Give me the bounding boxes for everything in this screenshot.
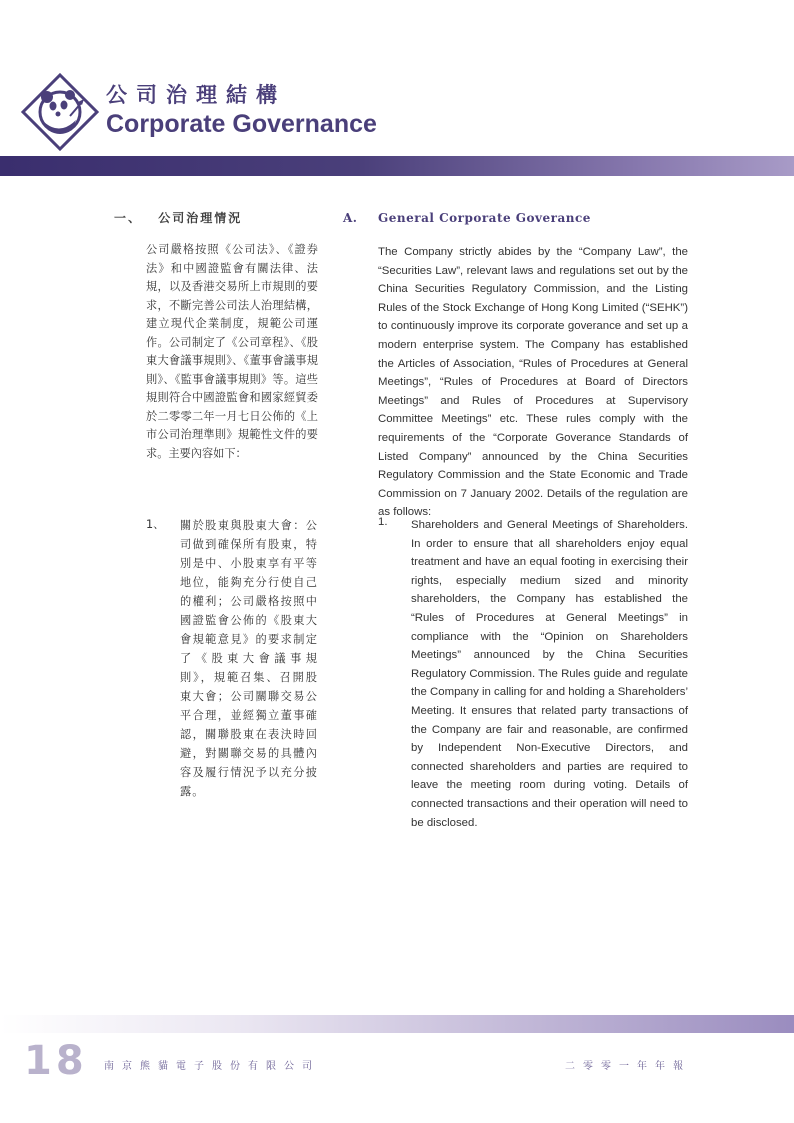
section-heading-chinese [114, 209, 242, 226]
footer-band [0, 1015, 794, 1033]
section-heading-english [343, 211, 591, 225]
section-number-chinese: 一、 [114, 211, 143, 225]
page-title-chinese: 公司治理結構 [106, 83, 286, 107]
footer-report-title: 二零零一年年報 [565, 1061, 691, 1072]
section-title-chinese: 公司治理情況 [158, 211, 243, 225]
section-title-english: General Corporate Goverance [378, 211, 591, 225]
intro-paragraph-english: The Company strictly abides by the “Company Law”, the “Securities Law”, relevant laws and regulations set out by the China Securities Regulatory Commission, and the Listing Rules of the Stock Exchange of Hong Kong Limited (“SEHK”) to continuously improve its corporate goverance and set up a modern enterprise system. The Company has established the Articles of Association, “Rules of Procedures at General Meetings”, “Rules of Procedures at Board of Directors Meetings” and Rules of Procedures at Supervisory Committee Meetings” etc. These rules comply with the requirements of the “Corporate Goverance Standards of Listed Company” announced by the China Securities Regulatory Commission and the State Economic and Trade Commission on 7 January 2002. Details of the regulation are as follows: [378, 246, 688, 519]
footer-company-name: 南京熊貓電子股份有限公司 [104, 1061, 320, 1072]
page-title-english: Corporate Governance [106, 110, 377, 138]
intro-paragraph-chinese: 公司嚴格按照《公司法》、《證券法》和中國證監會有關法律、法規，以及香港交易所上市規則的要求，不斷完善公司法人治理結構，建立現代企業制度，規範公司運作。公司制定了《公司章程》、《股東大會議事規則》、《董事會議事規則》、《監事會議事規則》等。這些規則符合中國證監會和國家經貿委於二零零二年一月七日公佈的《上市公司治理準則》規範性文件的要求。主要內容如下： [146, 243, 318, 460]
panda-logo-icon [20, 72, 100, 152]
page-number: 18 [24, 1038, 88, 1084]
item-text-chinese: 關於股東與股東大會：公司做到確保所有股東，特別是中、小股東享有平等地位，能夠充分行使自己的權利；公司嚴格按照中國證監會公佈的《股東大會規範意見》的要求制定了《股東大會議事規則》，規範召集、召開股東大會；公司關聯交易公平合理，並經獨立董事確認，關聯股東在表決時回避，對關聯交易的具體內容及履行情況予以充分披露。 [180, 519, 318, 798]
item-text-english: Shareholders and General Meetings of Shareholders. In order to ensure that all shareholders enjoy equal treatment and have an equal footing in exercising their rights, especially medium sized and minority shareholders, the Company has established the “Rules of Procedures at General Meetings” in compliance with the “Opinion on Shareholders Meetings” announced by the China Securities Regulatory Commission. The Rules guide and regulate the Company in calling for and holding a Shareholders’ Meeting. It ensures that related party transactions of the Company are fair and reasonable, are confirmed by Independent Non-Executive Directors, and connected shareholders and parties are required to leave the meeting room during voting. Details of connected transactions and their operation will need to be disclosed. [411, 519, 688, 829]
item-number-chinese: 1、 [146, 518, 165, 531]
item-number-english: 1. [378, 516, 388, 528]
section-letter-english: A. [343, 211, 358, 225]
header-band [0, 156, 794, 176]
